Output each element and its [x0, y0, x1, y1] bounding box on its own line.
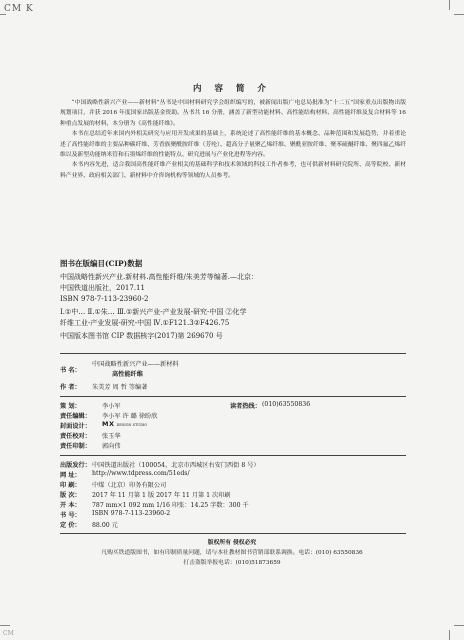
cip-line: 中国版本图书馆 CIP 数据核字(2017)第 269670 号: [60, 332, 223, 340]
proof-label: 责任校对：: [60, 433, 91, 440]
cip-title: 图书在版编目(CIP)数据: [60, 259, 143, 268]
authors: 朱美芳 周 哲 等编著: [92, 384, 148, 391]
intro-text: [60, 98, 406, 181]
planning-value: 李小军: [102, 403, 121, 410]
book-title: 高性能纤维: [112, 371, 143, 378]
editor-info: [60, 399, 406, 459]
author-label: 作 者：: [60, 384, 81, 391]
series-name: 中国战略性新兴产业——新材料: [92, 361, 179, 368]
crop-mark: [449, 630, 450, 640]
printer-label: 印 刷：: [60, 482, 81, 489]
intro-paragraph: “中国战略性新兴产业——新材料”丛书是中国材料研究学会组织编写的，被新闻出版广电总局批准为“十二五”国家重点出版物出版规划项目，并获 2016 年度国家出版基金资助。丛书共 16 分册，涵盖了新型功能材料、高性能结构材料、高性能纤维及复合材料等 16 种重点发展的材料，本分册为《高性能纤维》。: [60, 100, 406, 127]
edition-value: 2017 年 11 月第 1 版 2017 年 11 月第 1 次印刷: [92, 492, 231, 499]
title-label: 书 名：: [60, 367, 81, 374]
cip-block: [60, 272, 400, 342]
cover-label: 封面设计：: [60, 423, 91, 430]
print-manager-value: 郭向伟: [102, 443, 121, 450]
divider: [60, 455, 406, 456]
cip-line: 中国战略性新兴产业.新材料.高性能纤维/朱美芳等编著.—北京：: [60, 273, 259, 281]
cip-line: 中国铁道出版社，2017.11: [60, 284, 145, 292]
quality-notice: 凡购买铁道版图书，如有印制质量问题，请与本社教材图书营销部联系调换。电话：(010) 63550836: [101, 550, 363, 556]
piracy-hotline: 打击盗版举报电话：(010)51873659: [183, 560, 281, 566]
cip-line: Ⅰ.①中… Ⅱ.①朱… Ⅲ.①新兴产业-产业发展-研究-中国 ②化学: [60, 308, 247, 316]
format-label: 开 本：: [60, 502, 81, 509]
divider: [60, 533, 406, 534]
book-info: [60, 356, 406, 396]
printer-value: 中煤（北京）印务有限公司: [92, 482, 167, 489]
cover-value: [102, 420, 147, 428]
corner-mark-bottom: CM: [3, 630, 14, 637]
divider: [60, 353, 406, 354]
cip-line: ISBN 978-7-113-23960-2: [60, 295, 149, 303]
isbn-value: ISBN 978-7-113-23960-2: [92, 510, 171, 517]
print-manager-label: 责任印制：: [60, 443, 91, 450]
crop-mark: [0, 14, 6, 15]
crop-mark: [454, 14, 464, 15]
price-value: 88.00 元: [92, 522, 118, 529]
publisher-value: 中国铁道出版社（100054，北京市西城区右安门西街 8 号）: [92, 462, 260, 469]
intro-title: 内 容 简 介: [193, 84, 271, 94]
proof-value: 张玉华: [102, 433, 121, 440]
copyright-notice: 版权所有 侵权必究: [207, 540, 257, 546]
design-studio-logo: MX: [102, 420, 115, 428]
design-studio-name: DESIGN STUDIO: [116, 423, 148, 427]
cip-line: 纤维工业-产业发展-研究-中国 Ⅳ.①F121.3②F426.75: [60, 319, 230, 327]
crop-mark: [449, 0, 450, 10]
planning-label: 策 划：: [60, 403, 81, 410]
divider: [60, 396, 406, 397]
intro-paragraph: 本书内容先进，适合我国高性能纤维产业相关的基础科学和技术领域的科技工作者参考，也可供新材料研究院所、高等院校、新材料产业界、政府相关部门、新材料中介咨询机构等领域的人员参考。: [60, 162, 406, 179]
crop-mark: [454, 625, 464, 626]
url-value: http://www.tdpress.com/51eds/: [92, 470, 190, 477]
publisher-label: 出版发行：: [60, 462, 91, 469]
format-value: 787 mm×1 092 mm 1/16 印张：14.25 字数：300 千: [92, 502, 249, 509]
edition-label: 版 次：: [60, 492, 81, 499]
crop-mark: [0, 625, 10, 626]
isbn-label: 书 号：: [60, 512, 81, 519]
url-label: 网 址：: [60, 472, 81, 479]
publish-info: [60, 458, 406, 540]
price-label: 定 价：: [60, 522, 81, 529]
hotline-label: 读者热线：: [230, 403, 261, 410]
hotline-value: (010)63550836: [262, 401, 311, 408]
corner-mark-top: CM K: [4, 4, 34, 14]
editor-value: 李小军 许 璐 徐盼欣: [102, 413, 158, 420]
intro-paragraph: 本书在总结近年来国内外相关研究与应用开发成果的基础上，系统论述了高性能纤维的基本概念、品种范围和发展趋势，并着重论述了高性能纤维的主要品种碳纤维、芳香族聚酰胺纤维（芳纶）、超高分子量聚乙烯纤维、聚酰亚胺纤维、聚苯硫醚纤维、聚四氟乙烯纤维以及新型功能纳米管和石墨烯纤维的性能特点、研究进展与产业化进程等内容。: [60, 131, 406, 159]
editor-label: 责任编辑：: [60, 413, 91, 420]
